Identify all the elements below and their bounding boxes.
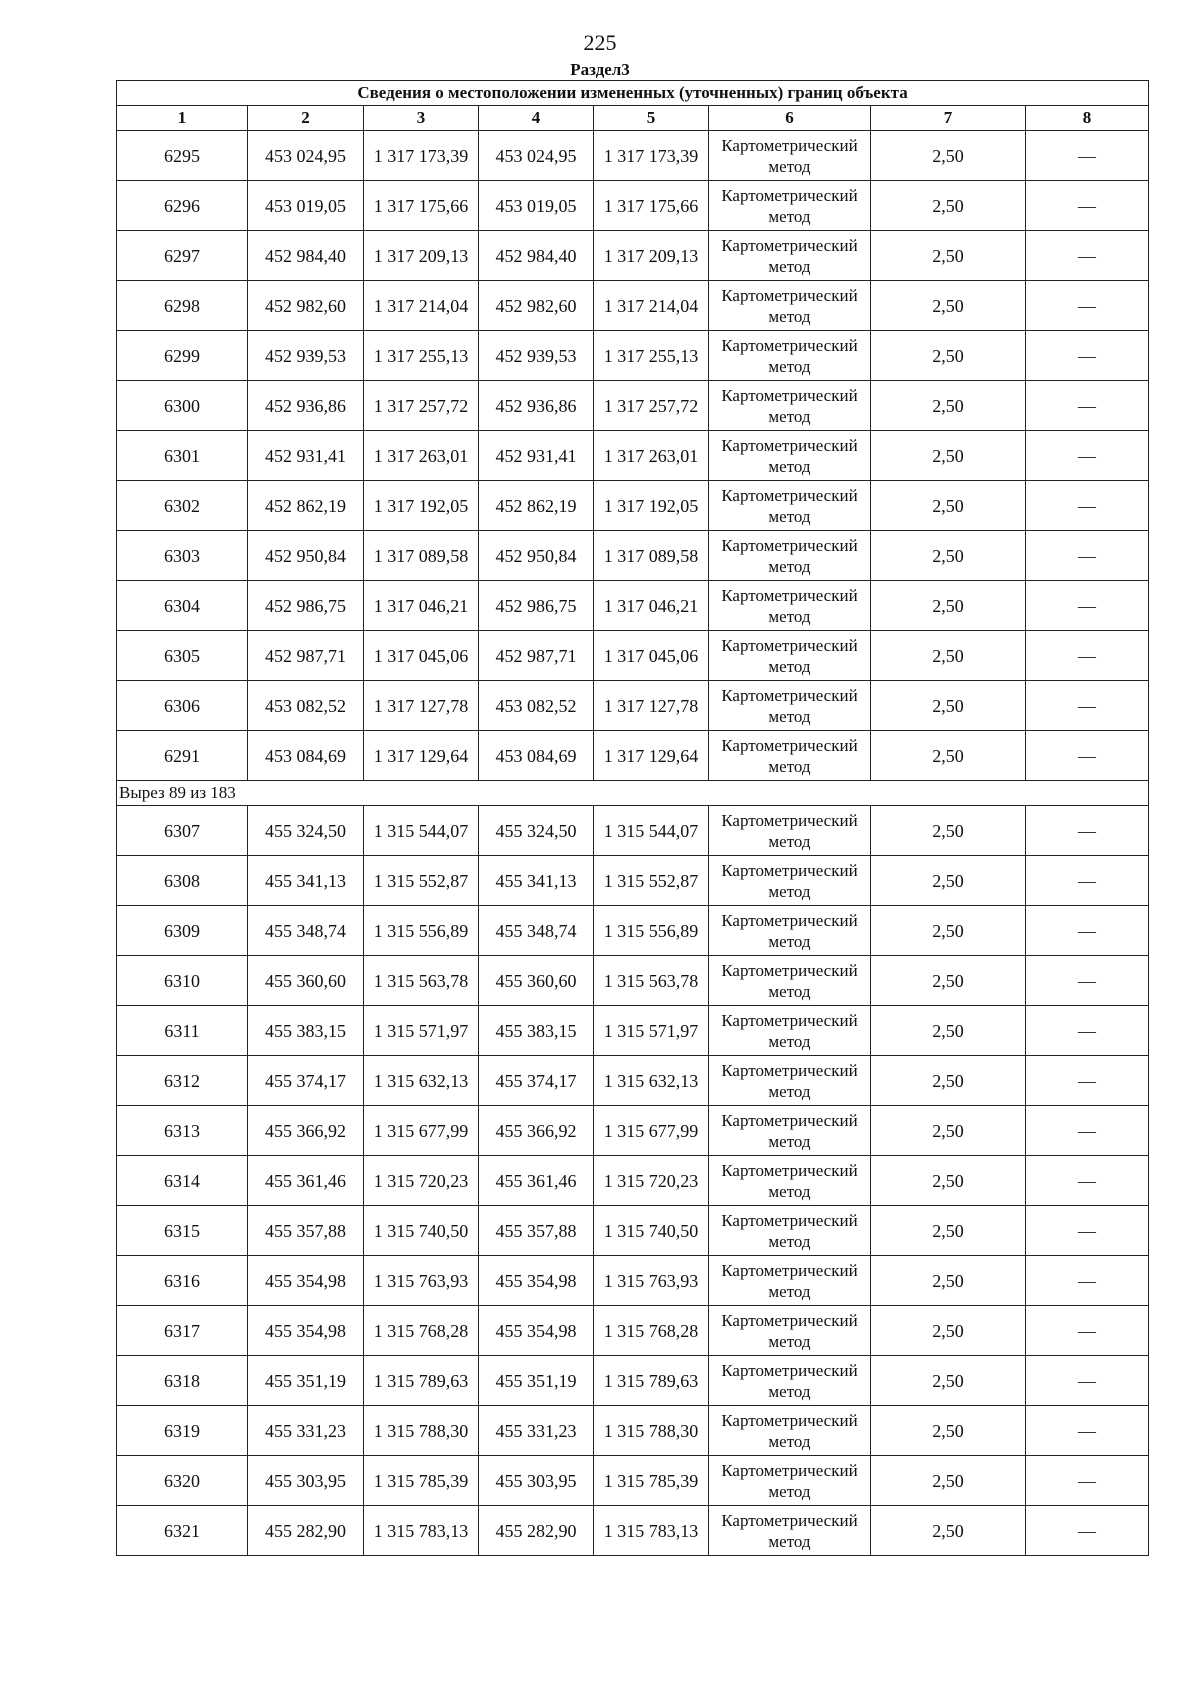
- point-number-cell: 6305: [117, 631, 248, 681]
- y-new-cell: 1 315 785,39: [594, 1456, 709, 1506]
- description-cell: —: [1026, 906, 1149, 956]
- precision-cell: 2,50: [871, 331, 1026, 381]
- description-cell: —: [1026, 681, 1149, 731]
- method-cell: Картометрический метод: [709, 1006, 871, 1056]
- point-number-cell: 6296: [117, 181, 248, 231]
- y-old-cell: 1 317 127,78: [364, 681, 479, 731]
- y-new-cell: 1 317 209,13: [594, 231, 709, 281]
- y-old-cell: 1 315 785,39: [364, 1456, 479, 1506]
- x-new-cell: 455 354,98: [479, 1306, 594, 1356]
- description-cell: —: [1026, 331, 1149, 381]
- description-cell: —: [1026, 631, 1149, 681]
- table-row: [117, 1356, 1149, 1406]
- x-new-cell: 452 931,41: [479, 431, 594, 481]
- x-old-cell: 455 374,17: [248, 1056, 364, 1106]
- table-row: [117, 481, 1149, 531]
- x-new-cell: 455 324,50: [479, 806, 594, 856]
- y-new-cell: 1 315 740,50: [594, 1206, 709, 1256]
- description-cell: —: [1026, 1056, 1149, 1106]
- y-new-cell: 1 315 789,63: [594, 1356, 709, 1406]
- y-new-cell: 1 315 768,28: [594, 1306, 709, 1356]
- x-new-cell: 452 936,86: [479, 381, 594, 431]
- column-number: 3: [364, 106, 479, 131]
- column-number: 5: [594, 106, 709, 131]
- x-old-cell: 455 357,88: [248, 1206, 364, 1256]
- y-old-cell: 1 315 740,50: [364, 1206, 479, 1256]
- table-row: [117, 1406, 1149, 1456]
- x-new-cell: 455 341,13: [479, 856, 594, 906]
- y-new-cell: 1 315 783,13: [594, 1506, 709, 1556]
- x-old-cell: 455 348,74: [248, 906, 364, 956]
- description-cell: —: [1026, 381, 1149, 431]
- y-old-cell: 1 315 544,07: [364, 806, 479, 856]
- x-old-cell: 452 931,41: [248, 431, 364, 481]
- precision-cell: 2,50: [871, 1156, 1026, 1206]
- method-cell: Картометрический метод: [709, 231, 871, 281]
- page-number: 225: [583, 30, 617, 55]
- description-cell: —: [1026, 806, 1149, 856]
- point-number-cell: 6311: [117, 1006, 248, 1056]
- table-row: [117, 1056, 1149, 1106]
- y-new-cell: 1 317 214,04: [594, 281, 709, 331]
- point-number-cell: 6295: [117, 131, 248, 181]
- y-old-cell: 1 317 209,13: [364, 231, 479, 281]
- x-old-cell: 455 354,98: [248, 1306, 364, 1356]
- description-cell: —: [1026, 1156, 1149, 1206]
- section-title: Раздел3: [570, 60, 630, 79]
- y-old-cell: 1 317 192,05: [364, 481, 479, 531]
- y-new-cell: 1 317 045,06: [594, 631, 709, 681]
- y-old-cell: 1 317 255,13: [364, 331, 479, 381]
- method-cell: Картометрический метод: [709, 581, 871, 631]
- x-new-cell: 452 984,40: [479, 231, 594, 281]
- precision-cell: 2,50: [871, 1456, 1026, 1506]
- table-row: [117, 1456, 1149, 1506]
- x-old-cell: 455 351,19: [248, 1356, 364, 1406]
- y-old-cell: 1 317 046,21: [364, 581, 479, 631]
- precision-cell: 2,50: [871, 531, 1026, 581]
- y-new-cell: 1 315 720,23: [594, 1156, 709, 1206]
- precision-cell: 2,50: [871, 581, 1026, 631]
- y-new-cell: 1 315 632,13: [594, 1056, 709, 1106]
- y-old-cell: 1 317 129,64: [364, 731, 479, 781]
- x-old-cell: 453 084,69: [248, 731, 364, 781]
- y-new-cell: 1 317 089,58: [594, 531, 709, 581]
- precision-cell: 2,50: [871, 1506, 1026, 1556]
- point-number-cell: 6302: [117, 481, 248, 531]
- column-number: 8: [1026, 106, 1149, 131]
- point-number-cell: 6308: [117, 856, 248, 906]
- description-cell: —: [1026, 431, 1149, 481]
- table-row: [117, 431, 1149, 481]
- y-old-cell: 1 315 768,28: [364, 1306, 479, 1356]
- y-new-cell: 1 315 544,07: [594, 806, 709, 856]
- y-new-cell: 1 315 552,87: [594, 856, 709, 906]
- column-number: 1: [117, 106, 248, 131]
- y-new-cell: 1 315 571,97: [594, 1006, 709, 1056]
- y-old-cell: 1 315 789,63: [364, 1356, 479, 1406]
- column-number: 4: [479, 106, 594, 131]
- precision-cell: 2,50: [871, 631, 1026, 681]
- column-number: 6: [709, 106, 871, 131]
- precision-cell: 2,50: [871, 731, 1026, 781]
- y-new-cell: 1 317 175,66: [594, 181, 709, 231]
- x-old-cell: 455 331,23: [248, 1406, 364, 1456]
- x-new-cell: 452 982,60: [479, 281, 594, 331]
- y-old-cell: 1 317 263,01: [364, 431, 479, 481]
- table-row: [117, 731, 1149, 781]
- method-cell: Картометрический метод: [709, 1456, 871, 1506]
- y-old-cell: 1 315 788,30: [364, 1406, 479, 1456]
- y-old-cell: 1 317 175,66: [364, 181, 479, 231]
- x-old-cell: 452 984,40: [248, 231, 364, 281]
- point-number-cell: 6313: [117, 1106, 248, 1156]
- point-number-cell: 6306: [117, 681, 248, 731]
- y-old-cell: 1 315 571,97: [364, 1006, 479, 1056]
- point-number-cell: 6321: [117, 1506, 248, 1556]
- y-old-cell: 1 317 173,39: [364, 131, 479, 181]
- y-old-cell: 1 315 632,13: [364, 1056, 479, 1106]
- method-cell: Картометрический метод: [709, 481, 871, 531]
- method-cell: Картометрический метод: [709, 1306, 871, 1356]
- precision-cell: 2,50: [871, 956, 1026, 1006]
- x-new-cell: 455 357,88: [479, 1206, 594, 1256]
- x-new-cell: 453 024,95: [479, 131, 594, 181]
- x-old-cell: 453 024,95: [248, 131, 364, 181]
- precision-cell: 2,50: [871, 281, 1026, 331]
- precision-cell: 2,50: [871, 1006, 1026, 1056]
- x-old-cell: 453 019,05: [248, 181, 364, 231]
- precision-cell: 2,50: [871, 806, 1026, 856]
- precision-cell: 2,50: [871, 906, 1026, 956]
- method-cell: Картометрический метод: [709, 631, 871, 681]
- y-old-cell: 1 317 214,04: [364, 281, 479, 331]
- method-cell: Картометрический метод: [709, 181, 871, 231]
- x-new-cell: 453 082,52: [479, 681, 594, 731]
- description-cell: —: [1026, 1356, 1149, 1406]
- method-cell: Картометрический метод: [709, 1106, 871, 1156]
- x-old-cell: 455 341,13: [248, 856, 364, 906]
- table-row: [117, 181, 1149, 231]
- table-row: [117, 281, 1149, 331]
- description-cell: —: [1026, 131, 1149, 181]
- y-old-cell: 1 317 089,58: [364, 531, 479, 581]
- description-cell: —: [1026, 1206, 1149, 1256]
- table-row: [117, 1256, 1149, 1306]
- point-number-cell: 6301: [117, 431, 248, 481]
- column-number: 2: [248, 106, 364, 131]
- description-cell: —: [1026, 531, 1149, 581]
- y-old-cell: 1 315 783,13: [364, 1506, 479, 1556]
- y-old-cell: 1 315 563,78: [364, 956, 479, 1006]
- method-cell: Картометрический метод: [709, 381, 871, 431]
- precision-cell: 2,50: [871, 1406, 1026, 1456]
- point-number-cell: 6317: [117, 1306, 248, 1356]
- precision-cell: 2,50: [871, 381, 1026, 431]
- method-cell: Картометрический метод: [709, 731, 871, 781]
- x-new-cell: 455 383,15: [479, 1006, 594, 1056]
- description-cell: —: [1026, 1256, 1149, 1306]
- table-caption-row: [117, 81, 1149, 106]
- x-new-cell: 452 986,75: [479, 581, 594, 631]
- table-row: [117, 1156, 1149, 1206]
- table-row: [117, 131, 1149, 181]
- precision-cell: 2,50: [871, 431, 1026, 481]
- point-number-cell: 6300: [117, 381, 248, 431]
- x-old-cell: 452 936,86: [248, 381, 364, 431]
- method-cell: Картометрический метод: [709, 281, 871, 331]
- x-new-cell: 455 361,46: [479, 1156, 594, 1206]
- table-row: [117, 231, 1149, 281]
- x-new-cell: 455 360,60: [479, 956, 594, 1006]
- x-old-cell: 455 383,15: [248, 1006, 364, 1056]
- description-cell: —: [1026, 956, 1149, 1006]
- x-old-cell: 455 361,46: [248, 1156, 364, 1206]
- y-new-cell: 1 315 556,89: [594, 906, 709, 956]
- description-cell: —: [1026, 231, 1149, 281]
- method-cell: Картометрический метод: [709, 331, 871, 381]
- method-cell: Картометрический метод: [709, 1056, 871, 1106]
- y-old-cell: 1 315 677,99: [364, 1106, 479, 1156]
- table-row: [117, 856, 1149, 906]
- point-number-cell: 6316: [117, 1256, 248, 1306]
- method-cell: Картометрический метод: [709, 1206, 871, 1256]
- x-new-cell: 455 351,19: [479, 1356, 594, 1406]
- x-old-cell: 455 366,92: [248, 1106, 364, 1156]
- x-old-cell: 455 324,50: [248, 806, 364, 856]
- x-old-cell: 453 082,52: [248, 681, 364, 731]
- method-cell: Картометрический метод: [709, 856, 871, 906]
- x-new-cell: 452 950,84: [479, 531, 594, 581]
- table-row: [117, 956, 1149, 1006]
- y-new-cell: 1 317 192,05: [594, 481, 709, 531]
- y-new-cell: 1 315 763,93: [594, 1256, 709, 1306]
- method-cell: Картометрический метод: [709, 681, 871, 731]
- table-row: [117, 531, 1149, 581]
- y-old-cell: 1 317 045,06: [364, 631, 479, 681]
- method-cell: Картометрический метод: [709, 906, 871, 956]
- point-number-cell: 6320: [117, 1456, 248, 1506]
- x-new-cell: 455 303,95: [479, 1456, 594, 1506]
- point-number-cell: 6307: [117, 806, 248, 856]
- x-new-cell: 455 366,92: [479, 1106, 594, 1156]
- x-new-cell: 455 348,74: [479, 906, 594, 956]
- method-cell: Картометрический метод: [709, 956, 871, 1006]
- x-old-cell: 452 982,60: [248, 281, 364, 331]
- precision-cell: 2,50: [871, 481, 1026, 531]
- x-new-cell: 455 374,17: [479, 1056, 594, 1106]
- y-new-cell: 1 317 173,39: [594, 131, 709, 181]
- x-old-cell: 452 986,75: [248, 581, 364, 631]
- point-number-cell: 6319: [117, 1406, 248, 1456]
- table-row: [117, 331, 1149, 381]
- precision-cell: 2,50: [871, 181, 1026, 231]
- y-old-cell: 1 317 257,72: [364, 381, 479, 431]
- y-new-cell: 1 317 046,21: [594, 581, 709, 631]
- y-new-cell: 1 317 127,78: [594, 681, 709, 731]
- description-cell: —: [1026, 1306, 1149, 1356]
- description-cell: —: [1026, 1006, 1149, 1056]
- point-number-cell: 6303: [117, 531, 248, 581]
- table-row: [117, 681, 1149, 731]
- description-cell: —: [1026, 1106, 1149, 1156]
- description-cell: —: [1026, 281, 1149, 331]
- point-number-cell: 6297: [117, 231, 248, 281]
- x-old-cell: 455 354,98: [248, 1256, 364, 1306]
- table-row: [117, 806, 1149, 856]
- point-number-cell: 6315: [117, 1206, 248, 1256]
- subsection-row: [117, 781, 1149, 806]
- method-cell: Картометрический метод: [709, 131, 871, 181]
- precision-cell: 2,50: [871, 1106, 1026, 1156]
- x-new-cell: 455 354,98: [479, 1256, 594, 1306]
- precision-cell: 2,50: [871, 1356, 1026, 1406]
- y-new-cell: 1 315 788,30: [594, 1406, 709, 1456]
- y-new-cell: 1 317 129,64: [594, 731, 709, 781]
- x-old-cell: 455 282,90: [248, 1506, 364, 1556]
- precision-cell: 2,50: [871, 1206, 1026, 1256]
- table-row: [117, 1006, 1149, 1056]
- table-row: [117, 581, 1149, 631]
- precision-cell: 2,50: [871, 1256, 1026, 1306]
- x-new-cell: 452 987,71: [479, 631, 594, 681]
- description-cell: —: [1026, 856, 1149, 906]
- point-number-cell: 6309: [117, 906, 248, 956]
- x-old-cell: 452 987,71: [248, 631, 364, 681]
- column-number: 7: [871, 106, 1026, 131]
- y-old-cell: 1 315 556,89: [364, 906, 479, 956]
- point-number-cell: 6299: [117, 331, 248, 381]
- table-row: [117, 906, 1149, 956]
- x-old-cell: 455 360,60: [248, 956, 364, 1006]
- method-cell: Картометрический метод: [709, 431, 871, 481]
- precision-cell: 2,50: [871, 856, 1026, 906]
- method-cell: Картометрический метод: [709, 531, 871, 581]
- x-new-cell: 455 331,23: [479, 1406, 594, 1456]
- method-cell: Картометрический метод: [709, 1406, 871, 1456]
- y-new-cell: 1 315 563,78: [594, 956, 709, 1006]
- table-row: [117, 1506, 1149, 1556]
- column-number-row: [117, 106, 1149, 131]
- x-new-cell: 455 282,90: [479, 1506, 594, 1556]
- point-number-cell: 6314: [117, 1156, 248, 1206]
- precision-cell: 2,50: [871, 231, 1026, 281]
- description-cell: —: [1026, 581, 1149, 631]
- coordinates-table: [116, 80, 1149, 1556]
- y-old-cell: 1 315 720,23: [364, 1156, 479, 1206]
- table-row: [117, 1106, 1149, 1156]
- description-cell: —: [1026, 1406, 1149, 1456]
- x-new-cell: 452 939,53: [479, 331, 594, 381]
- x-new-cell: 453 019,05: [479, 181, 594, 231]
- point-number-cell: 6298: [117, 281, 248, 331]
- y-new-cell: 1 315 677,99: [594, 1106, 709, 1156]
- method-cell: Картометрический метод: [709, 1156, 871, 1206]
- x-old-cell: 452 862,19: [248, 481, 364, 531]
- y-new-cell: 1 317 263,01: [594, 431, 709, 481]
- y-old-cell: 1 315 552,87: [364, 856, 479, 906]
- precision-cell: 2,50: [871, 131, 1026, 181]
- precision-cell: 2,50: [871, 1306, 1026, 1356]
- x-old-cell: 452 950,84: [248, 531, 364, 581]
- y-old-cell: 1 315 763,93: [364, 1256, 479, 1306]
- description-cell: —: [1026, 1456, 1149, 1506]
- table-row: [117, 631, 1149, 681]
- point-number-cell: 6318: [117, 1356, 248, 1406]
- x-old-cell: 455 303,95: [248, 1456, 364, 1506]
- y-new-cell: 1 317 255,13: [594, 331, 709, 381]
- method-cell: Картометрический метод: [709, 1256, 871, 1306]
- point-number-cell: 6312: [117, 1056, 248, 1106]
- table-row: [117, 1306, 1149, 1356]
- point-number-cell: 6304: [117, 581, 248, 631]
- method-cell: Картометрический метод: [709, 806, 871, 856]
- y-new-cell: 1 317 257,72: [594, 381, 709, 431]
- table-body: [117, 131, 1149, 1556]
- method-cell: Картометрический метод: [709, 1356, 871, 1406]
- x-old-cell: 452 939,53: [248, 331, 364, 381]
- description-cell: —: [1026, 731, 1149, 781]
- point-number-cell: 6310: [117, 956, 248, 1006]
- description-cell: —: [1026, 181, 1149, 231]
- subsection-label: Вырез 89 из 183: [117, 781, 1149, 806]
- precision-cell: 2,50: [871, 681, 1026, 731]
- precision-cell: 2,50: [871, 1056, 1026, 1106]
- table-caption: Сведения о местоположении измененных (уточненных) границ объекта: [117, 81, 1149, 106]
- method-cell: Картометрический метод: [709, 1506, 871, 1556]
- table-row: [117, 1206, 1149, 1256]
- description-cell: —: [1026, 481, 1149, 531]
- table-row: [117, 381, 1149, 431]
- x-new-cell: 452 862,19: [479, 481, 594, 531]
- x-new-cell: 453 084,69: [479, 731, 594, 781]
- point-number-cell: 6291: [117, 731, 248, 781]
- description-cell: —: [1026, 1506, 1149, 1556]
